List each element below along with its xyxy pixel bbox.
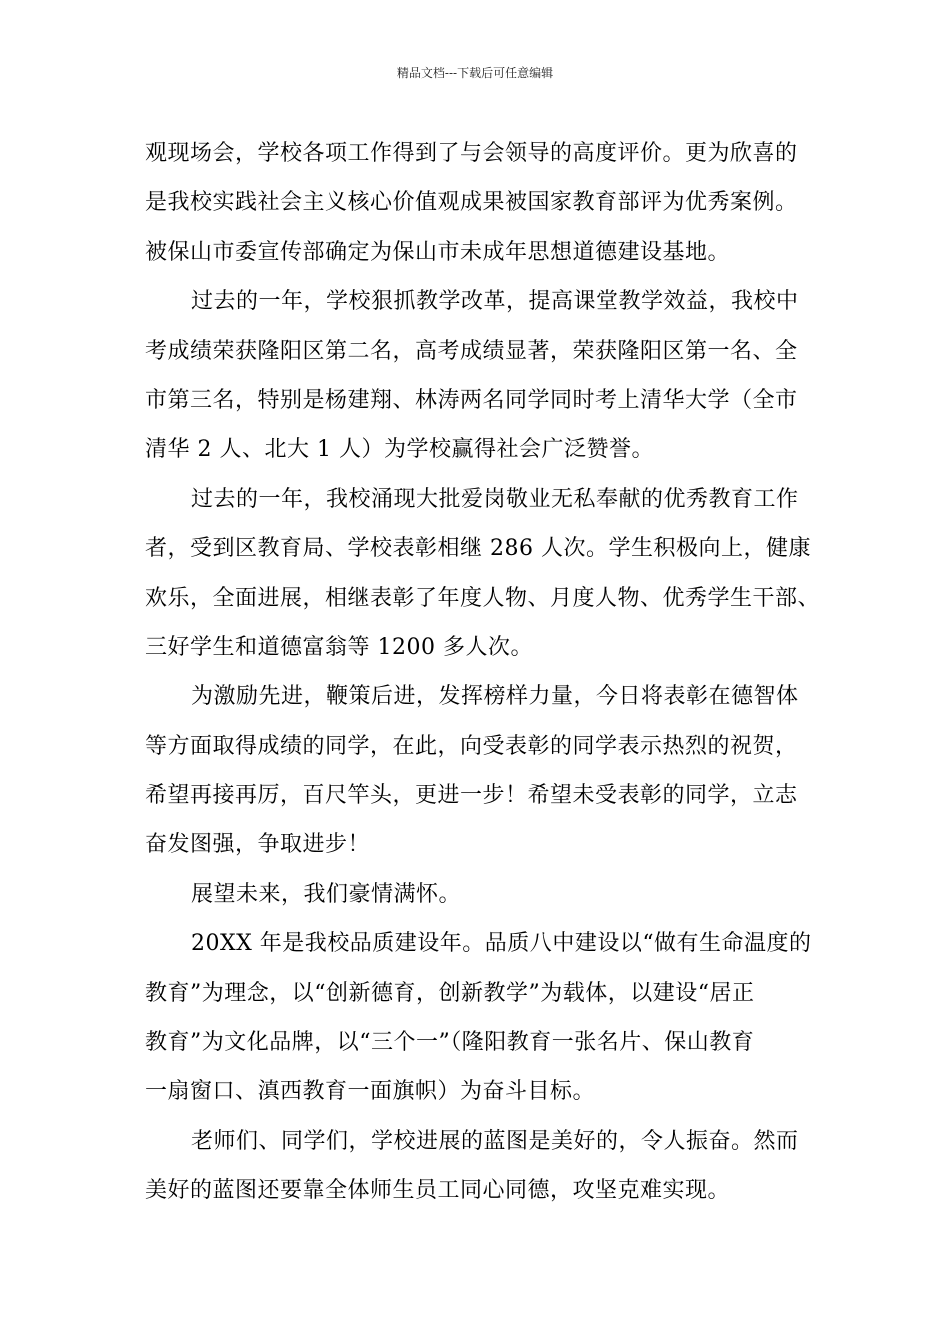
text-line: 欢乐，全面进展，相继表彰了年度人物、月度人物、优秀学生干部、 (145, 585, 821, 611)
text-line: 一扇窗口、滇西教育一面旗帜）为奋斗目标。 (145, 1079, 596, 1105)
text-line: 教育”为文化品牌，以“三个一”（隆阳教育一张名片、保山教育 (145, 1030, 755, 1056)
paragraph-first-line: 过去的一年，学校狠抓教学改革，提高课堂教学效益，我校中 (191, 289, 799, 315)
text-line: 美好的蓝图还要靠全体师生员工同心同德，攻坚克难实现。 (145, 1178, 731, 1204)
paragraph-first-line: 老师们、同学们，学校进展的蓝图是美好的，令人振奋。然而 (191, 1128, 799, 1154)
text-line: 者，受到区教育局、学校表彰相继 286 人次。学生积极向上，健康 (145, 536, 811, 562)
text-line: 三好学生和道德富翁等 1200 多人次。 (145, 634, 533, 660)
page-header: 精品文档---下载后可任意编辑 (396, 66, 554, 80)
paragraph-first-line: 过去的一年，我校涌现大批爱岗敬业无私奉献的优秀教育工作 (191, 486, 799, 512)
text-line: 清华 2 人、北大 1 人）为学校赢得社会广泛赞誉。 (145, 437, 654, 463)
paragraph-first-line: 为激励先进，鞭策后进，发挥榜样力量，今日将表彰在德智体 (191, 684, 799, 710)
text-line: 是我校实践社会主义核心价值观成果被国家教育部评为优秀案例。 (145, 190, 798, 216)
paragraph-first-line: 展望未来，我们豪情满怀。 (191, 881, 462, 907)
text-line: 观现场会，学校各项工作得到了与会领导的高度评价。更为欣喜的 (145, 141, 798, 166)
text-line: 教育”为理念，以“创新德育，创新教学”为载体，以建设“居正 (145, 980, 755, 1006)
text-line: 被保山市委宣传部确定为保山市未成年思想道德建设基地。 (145, 239, 731, 265)
text-line: 考成绩荣获隆阳区第二名，高考成绩显著，荣获隆阳区第一名、全 (145, 338, 798, 364)
text-line: 希望再接再厉，百尺竿头，更进一步！希望未受表彰的同学，立志 (145, 783, 798, 809)
document-body (145, 129, 821, 1216)
text-line: 奋发图强，争取进步！ (145, 832, 371, 858)
text-line: 市第三名，特别是杨建翔、林涛两名同学同时考上清华大学（全市 (145, 387, 798, 413)
paragraph-first-line: 20XX 年是我校品质建设年。品质八中建设以“做有生命温度的 (191, 931, 812, 957)
text-line: 等方面取得成绩的同学，在此，向受表彰的同学表示热烈的祝贺， (145, 733, 798, 759)
